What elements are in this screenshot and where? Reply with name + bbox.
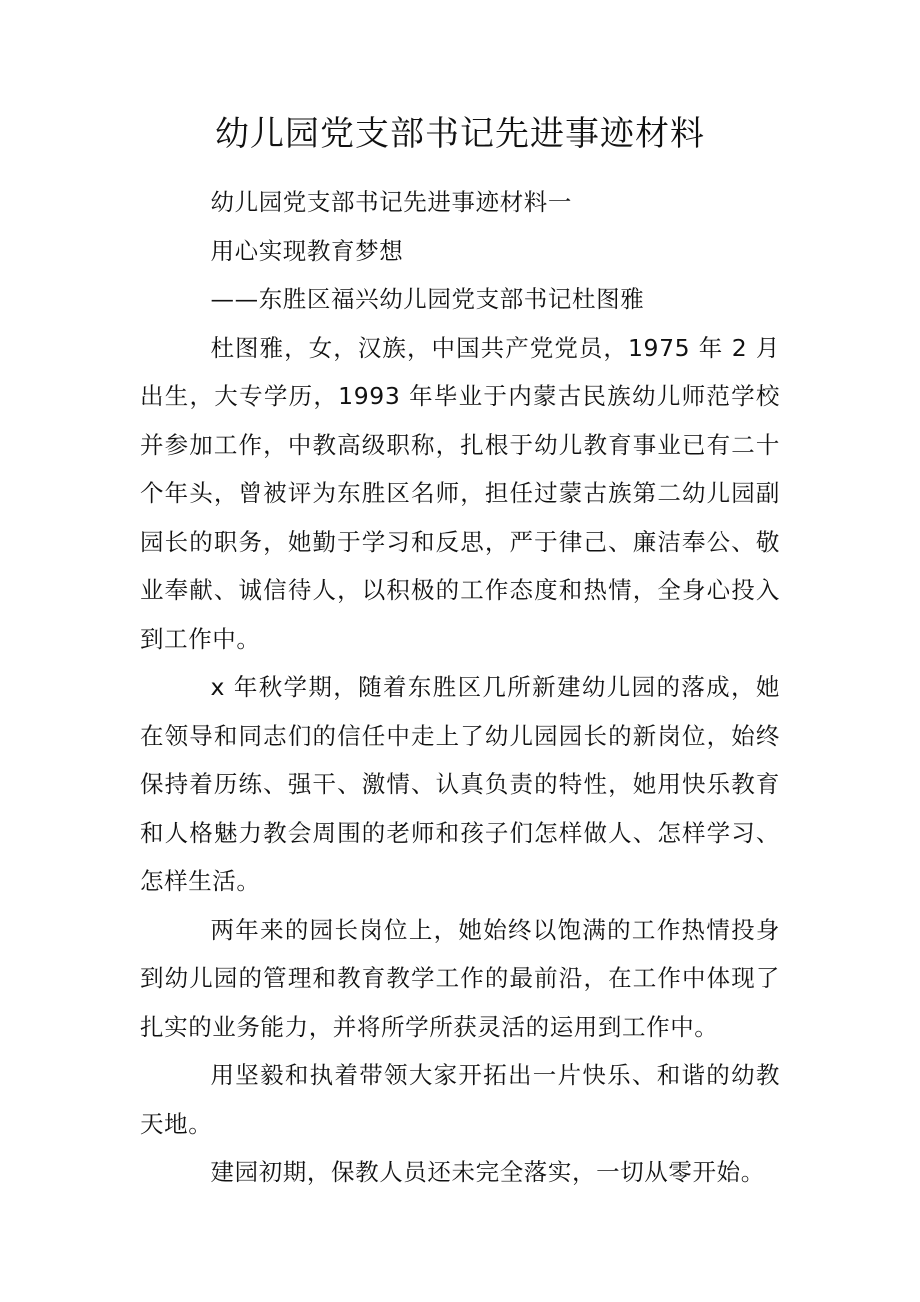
document-body (140, 178, 780, 1197)
body-paragraph: 两年来的园长岗位上，她始终以饱满的工作热情投身到幼儿园的管理和教育教学工作的最前沿，在工作中体现了扎实的业务能力，并将所学所获灵活的运用到工作中。 (140, 915, 780, 1041)
subtitle-paragraph: 幼儿园党支部书记先进事迹材料一 (210, 188, 572, 216)
body-paragraph: 用坚毅和执着带领大家开拓出一片快乐、和谐的幼教天地。 (140, 1061, 780, 1138)
document-title: 幼儿园党支部书记先进事迹材料 (215, 114, 705, 154)
byline-paragraph: ——东胜区福兴幼儿园党支部书记杜图雅 (210, 285, 645, 313)
body-paragraph: 建园初期，保教人员还未完全落实，一切从零开始。 (210, 1158, 765, 1186)
heading-paragraph: 用心实现教育梦想 (210, 236, 404, 265)
body-paragraph: x 年秋学期，随着东胜区几所新建幼儿园的落成，她在领导和同志们的信任中走上了幼儿园园长的新岗位，始终保持着历练、强干、激情、认真负责的特性，她用快乐教育和人格魅力教会周围的老师和孩子们怎样做人、怎样学习、怎样生活。 (140, 673, 780, 895)
body-paragraph: 杜图雅，女，汉族，中国共产党党员，1975 年 2 月出生，大专学历，1993 年毕业于内蒙古民族幼儿师范学校并参加工作，中教高级职称，扎根于幼儿教育事业已有二十个年头，曾被评为东胜区名师，担任过蒙古族第二幼儿园副园长的职务，她勤于学习和反思，严于律己、廉洁奉公、敬业奉献、诚信待人，以积极的工作态度和热情，全身心投入到工作中。 (140, 333, 780, 653)
